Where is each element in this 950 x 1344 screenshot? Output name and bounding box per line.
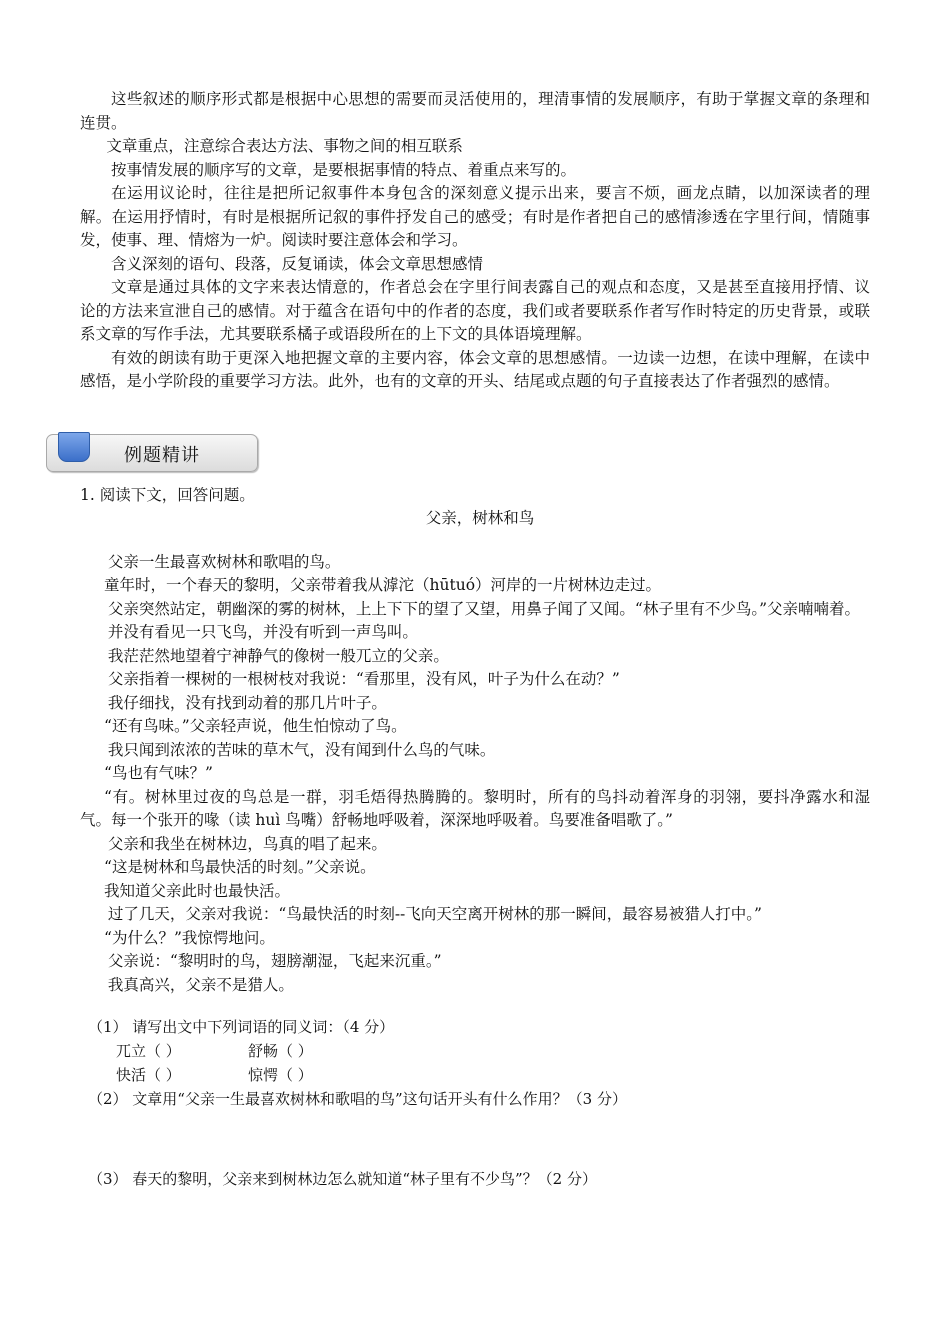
synonym-blank[interactable]: 快活（ ）: [116, 1066, 181, 1084]
document-page: [80, 88, 870, 1191]
story-paragraph: “鸟也有气味？”: [104, 764, 213, 782]
story-paragraph: “还有鸟味。”父亲轻声说，他生怕惊动了鸟。: [104, 717, 407, 735]
story-paragraph: 父亲一生最喜欢树林和歌唱的鸟。: [107, 552, 341, 571]
story-paragraph: 父亲突然站定，朝幽深的雾的树林，上上下下的望了又望，用鼻子闻了又闻。“林子里有不少鸟。”父亲喃喃着。: [107, 599, 860, 618]
story-paragraph: 我茫茫然地望着宁神静气的像树一般兀立的父亲。: [107, 646, 449, 665]
intro-paragraph: 在运用议论时，往往是把所记叙事件本身包含的深刻意义提示出来，要言不烦，画龙点睛，以加深读者的理解。在运用抒情时，有时是根据所记叙的事件抒发自己的感受；有时是作者把自己的感情渗透在字里行间，情随事发，使事、理、情熔为一炉。阅读时要注意体会和学习。: [80, 184, 870, 249]
intro-paragraph: 按事情发展的顺序写的文章，是要根据事情的特点、着重点来写的。: [111, 160, 577, 179]
answer-space[interactable]: [80, 1111, 870, 1167]
intro-paragraph: 这些叙述的顺序形式都是根据中心思想的需要而灵活使用的，理清事情的发展顺序，有助于掌握文章的条理和连贯。: [80, 90, 870, 132]
synonym-blank[interactable]: 惊愕（ ）: [248, 1066, 313, 1084]
subquestion-1: （1） 请写出文中下列词语的同义词：（4 分）: [88, 1018, 395, 1036]
intro-paragraph: 文章是通过具体的文字来表达情意的，作者总会在字里行间表露自己的观点和态度，又是甚至直接用抒情、议论的方法来宣泄自己的感情。对于蕴含在语句中的作者的态度，我们或者要联系作者写作时特定的历史背景，或联系文章的写作手法，尤其要联系橘子或语段所在的上下文的具体语境理解。: [80, 278, 870, 343]
story-paragraph: 我仔细找，没有找到动着的那几片叶子。: [107, 693, 387, 712]
bookmark-icon: [58, 432, 90, 462]
synonym-row: [80, 1063, 870, 1087]
story-paragraph: 我只闻到浓浓的苦味的草木气，没有闻到什么鸟的气味。: [107, 740, 496, 759]
question-intro: 1. 阅读下文，回答问题。: [80, 485, 255, 504]
section-title: 例题精讲: [124, 444, 200, 466]
subquestion-3: （3） 春天的黎明，父亲来到树林边怎么就知道“林子里有不少鸟”？（2 分）: [88, 1170, 597, 1188]
synonym-blank[interactable]: 兀立（ ）: [116, 1042, 181, 1060]
story-paragraph: “有。树林里过夜的鸟总是一群，羽毛焐得热腾腾的。黎明时，所有的鸟抖动着浑身的羽翎，要抖净露水和湿气。每一个张开的喙（读 huì 鸟嘴）舒畅地呼吸着，深深地呼吸着。鸟要准备唱歌了。”: [80, 787, 870, 829]
story-paragraph: 童年时，一个春天的黎明，父亲带着我从滹沱（hūtuó）河岸的一片树林边走过。: [104, 576, 662, 594]
subquestions: [80, 1015, 870, 1191]
synonym-blank[interactable]: 舒畅（ ）: [248, 1042, 313, 1060]
intro-paragraph: 含义深刻的语句、段落，反复诵读，体会文章思想感情: [111, 254, 484, 273]
story-title: 父亲，树林和鸟: [425, 509, 535, 527]
story-paragraph: “为什么？”我惊愕地问。: [104, 928, 275, 947]
story-paragraph: 过了几天，父亲对我说：“鸟最快活的时刻--飞向天空离开树林的那一瞬间，最容易被猎人打中。”: [107, 905, 762, 923]
story-paragraph: 我知道父亲此时也最快活。: [104, 881, 291, 900]
subquestion-2: （2） 文章用“父亲一生最喜欢树林和歌唱的鸟”这句话开头有什么作用？（3 分）: [88, 1090, 627, 1108]
intro-paragraph: 文章重点，注意综合表达方法、事物之间的相互联系: [106, 137, 463, 155]
story-paragraph: “这是树林和鸟最快活的时刻。”父亲说。: [104, 858, 376, 876]
section-header: [46, 432, 258, 470]
story-paragraph: 父亲说：“黎明时的鸟，翅膀潮湿，飞起来沉重。”: [107, 952, 442, 970]
synonym-row: [80, 1039, 870, 1063]
story-paragraph: 我真高兴，父亲不是猎人。: [107, 975, 294, 994]
story-paragraph: 父亲和我坐在树林边，鸟真的唱了起来。: [107, 834, 387, 853]
story-paragraph: 父亲指着一棵树的一根树枝对我说：“看那里，没有风，叶子为什么在动？”: [107, 670, 620, 688]
story-paragraph: 并没有看见一只飞鸟，并没有听到一声鸟叫。: [107, 623, 418, 641]
intro-paragraph: 有效的朗读有助于更深入地把握文章的主要内容，体会文章的思想感情。一边读一边想，在读中理解，在读中感悟，是小学阶段的重要学习方法。此外，也有的文章的开头、结尾或点题的句子直接表达了作者强烈的感情。: [80, 348, 870, 390]
